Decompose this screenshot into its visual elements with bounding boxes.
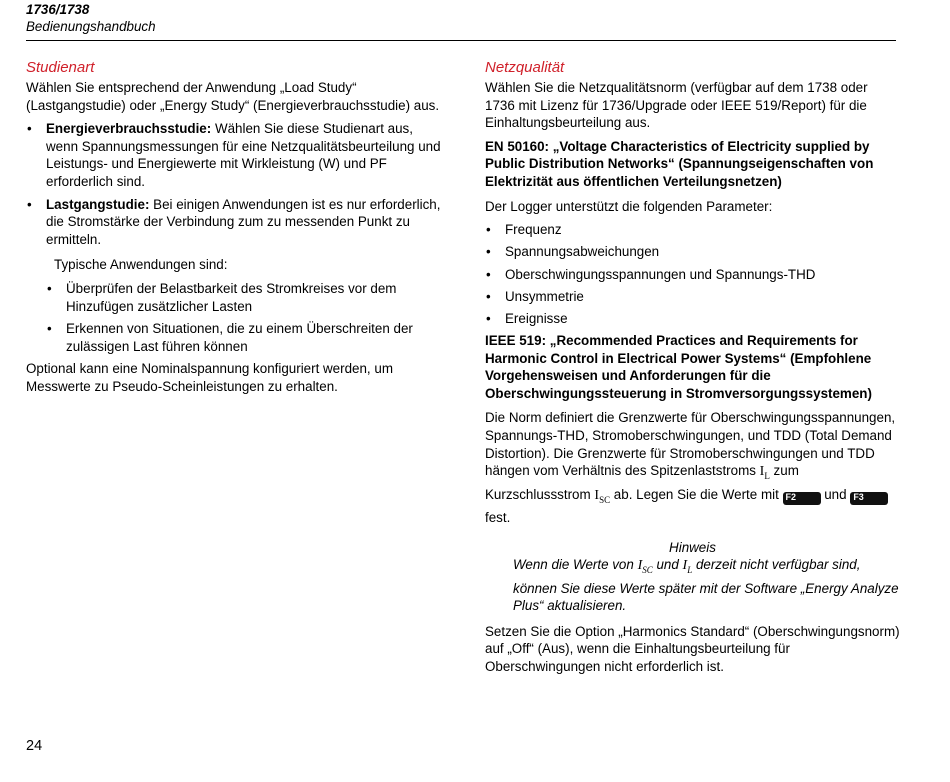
symbol-subscript: SC — [642, 565, 653, 576]
text-run: Die Norm definiert die Grenzwerte für Oberschwingungsspannungen, Spannungs-THD, Stromoberschwingungen, und TDD (Total Demand Distortion). Die Grenzwerte für Stromoberschwingungen und TDD hängen vom Verhältnis des Spitzenlaststroms — [485, 410, 896, 479]
list-item-term: Energieverbrauchsstudie: — [46, 121, 212, 137]
logger-parameters-intro: Der Logger unterstützt die folgenden Parameter: — [485, 198, 773, 214]
typical-applications-intro: Typische Anwendungen sind: — [54, 257, 228, 273]
symbol-subscript: SC — [599, 494, 611, 505]
list-item: • Frequenz — [485, 221, 900, 239]
document-model: 1736/1738 — [26, 2, 90, 17]
right-column — [485, 59, 900, 682]
f2-key-icon: F2 — [783, 492, 821, 505]
symbol-subscript: L — [687, 565, 693, 576]
f3-key-icon: F3 — [850, 492, 888, 505]
studienart-closing: Optional kann eine Nominalspannung konfiguriert werden, um Messwerte zu Pseudo-Scheinleistungen zu erhalten. — [26, 361, 393, 394]
symbol-letter: I — [682, 558, 688, 574]
header-divider — [26, 40, 896, 41]
symbol-isc — [637, 558, 653, 576]
symbol-letter: I — [637, 558, 643, 574]
list-item-text: Wählen Sie diese Studienart aus, wenn Spannungsmessungen für eine Netzqualitätsbeurteilung und Leistungs- und Energiewerte mit Wirkleistung (W) und PF erforderlich sind. — [46, 121, 441, 189]
section-title-studienart: Studienart — [26, 59, 95, 76]
ieee519-heading: IEEE 519: „Recommended Practices and Requirements for Harmonic Control in Electrical Power Systems“ (Empfohlene Vorgehensweisen und Anforderungen für die Oberschwingungssteuerung in Stromversorgungssystemen) — [485, 333, 872, 401]
studienart-intro: Wählen Sie entsprechend der Anwendung „Load Study“ (Lastgangstudie) oder „Energy Study“ (Energieverbrauchsstudie) aus. — [26, 80, 440, 113]
symbol-subscript: L — [764, 471, 770, 482]
list-item-term: Lastgangstudie: — [46, 196, 150, 212]
text-run: derzeit nicht verfügbar sind, können Sie diese Werte später mit der Software „Energy Analyze Plus“ aktualisieren. — [513, 557, 899, 614]
list-item — [26, 120, 444, 190]
left-column — [26, 59, 444, 402]
list-item: • Erkennen von Situationen, die zu einem Überschreiten der zulässigen Last führen können — [46, 320, 444, 355]
text-run: fest. — [485, 510, 511, 526]
symbol-letter: I — [594, 487, 600, 503]
netzqualitaet-intro: Wählen Sie die Netzqualitätsnorm (verfügbar auf dem 1738 oder 1736 mit Lizenz für 1736/Upgrade oder IEEE 519/Report) für die Einhaltungsbeurteilung aus. — [485, 80, 868, 131]
text-run: zum Kurzschlussstrom — [485, 463, 799, 502]
document-subtitle: Bedienungshandbuch — [26, 19, 156, 34]
section-title-netzqualitaet: Netzqualität — [485, 59, 565, 76]
list-item: • Spannungsabweichungen — [485, 243, 900, 261]
symbol-il — [759, 464, 770, 482]
symbol-isc — [594, 488, 610, 503]
text-run: Wenn die Werte von — [513, 557, 638, 573]
note-title: Hinweis — [669, 539, 716, 555]
text-run: und — [652, 557, 683, 573]
symbol-il — [682, 558, 693, 576]
list-item: • Unsymmetrie — [485, 288, 900, 306]
list-item-text: Bei einigen Anwendungen ist es nur erforderlich, die Stromstärke der Verbindung zum zu messenden Punkt zu ermitteln. — [46, 196, 441, 247]
study-type-list — [26, 120, 444, 248]
note-body — [513, 556, 900, 615]
list-item: • Überprüfen der Belastbarkeit des Stromkreises vor dem Hinzufügen zusätzlicher Lasten — [46, 280, 444, 315]
page-number: 24 — [26, 738, 43, 754]
text-run: ab. Legen Sie die Werte mit — [610, 486, 783, 502]
symbol-letter: I — [759, 464, 765, 480]
parameter-list — [485, 221, 900, 327]
en50160-heading: EN 50160: „Voltage Characteristics of Electricity supplied by Public Distribution Networks“ (Spannungseigenschaften von Elektrizität aus öffentlichen Verteilungsnetzen) — [485, 138, 874, 189]
netzqualitaet-closing: Setzen Sie die Option „Harmonics Standard“ (Oberschwingungsnorm) auf „Off“ (Aus), wenn die Einhaltungsbeurteilung für Oberschwingungen nicht erforderlich ist. — [485, 623, 900, 674]
typical-applications-list — [46, 280, 444, 355]
norm-description — [485, 409, 900, 526]
text-run: und — [820, 486, 851, 502]
list-item: • Oberschwingungsspannungen und Spannungs-THD — [485, 266, 900, 284]
list-item — [26, 196, 444, 249]
list-item: • Ereignisse — [485, 310, 900, 328]
